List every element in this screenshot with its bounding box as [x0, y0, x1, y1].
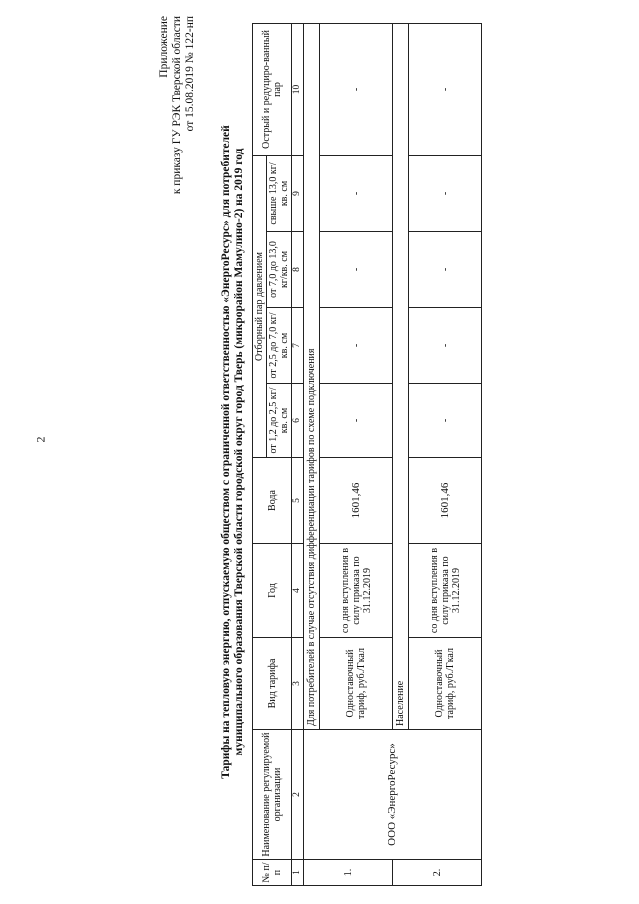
- steam-2-cell: -: [320, 308, 393, 384]
- column-number: 2: [292, 730, 304, 860]
- column-number: 7: [292, 308, 304, 384]
- row-number-2: 2.: [393, 860, 482, 886]
- document-title: [220, 12, 246, 892]
- page-number: 2: [33, 436, 48, 443]
- column-number: 9: [292, 155, 304, 231]
- organization-cell: ООО «ЭнергоРесурс»: [304, 730, 482, 860]
- column-number: 10: [292, 23, 304, 155]
- water-value-cell: 1601,46: [320, 458, 393, 544]
- document-title-line-2: муниципального образования Тверской области городской округ город Тверь (микрорайон Мамулино-2) на 2019 год: [233, 148, 245, 756]
- header-tariff-type: Вид тарифа: [253, 638, 292, 730]
- tariff-type-cell: Одноставочный тариф, руб./Гкал: [320, 638, 393, 730]
- column-number: 3: [292, 638, 304, 730]
- header-steam-1: от 1,2 до 2,5 кг/кв. см: [267, 384, 292, 458]
- header-reduced-steam: Острый и редуциро-ванный пар: [253, 23, 292, 155]
- steam-1-cell: -: [320, 384, 393, 458]
- steam-3-cell: -: [409, 232, 482, 308]
- column-number: 4: [292, 544, 304, 638]
- header-year: Год: [253, 544, 292, 638]
- header-row-1: [253, 23, 267, 885]
- column-number: 1: [292, 860, 304, 886]
- year-cell: со дня вступления в силу приказа по 31.12.2019: [320, 544, 393, 638]
- steam-4-cell: -: [320, 155, 393, 231]
- steam-1-cell: -: [409, 384, 482, 458]
- header-steam-4: свыше 13,0 кг/кв. см: [267, 155, 292, 231]
- column-number: 8: [292, 232, 304, 308]
- document-title-line-1: Тарифы на тепловую энергию, отпускаемую обществом с ограниченной ответственностью «ЭнергоРесурс» для потребителей: [220, 125, 232, 779]
- rotated-landscape-page: [158, 12, 638, 892]
- section-row-1: [304, 23, 320, 885]
- header-num: № п/п: [253, 860, 292, 886]
- column-number-row: [292, 23, 304, 885]
- section-label-2: Население: [393, 23, 409, 729]
- appendix-line-2: от 15.08.2019 № 122-нп: [184, 16, 196, 132]
- header-steam-group: Отборный пар давлением: [253, 155, 267, 457]
- section-label-1: Для потребителей в случае отсутствия дифференциации тарифов по схеме подключения: [304, 23, 320, 729]
- appendix-title: Приложение: [158, 16, 170, 78]
- tariff-table: [252, 23, 482, 886]
- column-number: 5: [292, 458, 304, 544]
- appendix-line-1: к приказу ГУ РЭК Тверской области: [171, 16, 183, 195]
- header-steam-3: от 7,0 до 13,0 кг/кв. см: [267, 232, 292, 308]
- header-org: Наименование регулируемой организации: [253, 730, 292, 860]
- steam-4-cell: -: [409, 155, 482, 231]
- header-water: Вода: [253, 458, 292, 544]
- reduced-steam-cell: -: [409, 23, 482, 155]
- header-steam-2: от 2,5 до 7,0 кг/кв. см: [267, 308, 292, 384]
- steam-2-cell: -: [409, 308, 482, 384]
- reduced-steam-cell: -: [320, 23, 393, 155]
- row-number-1: 1.: [304, 860, 393, 886]
- year-cell: со дня вступления в силу приказа по 31.12.2019: [409, 544, 482, 638]
- column-number: 6: [292, 384, 304, 458]
- tariff-type-cell: Одноставочный тариф, руб./Гкал: [409, 638, 482, 730]
- steam-3-cell: -: [320, 232, 393, 308]
- water-value-cell: 1601,46: [409, 458, 482, 544]
- appendix-block: [158, 16, 197, 194]
